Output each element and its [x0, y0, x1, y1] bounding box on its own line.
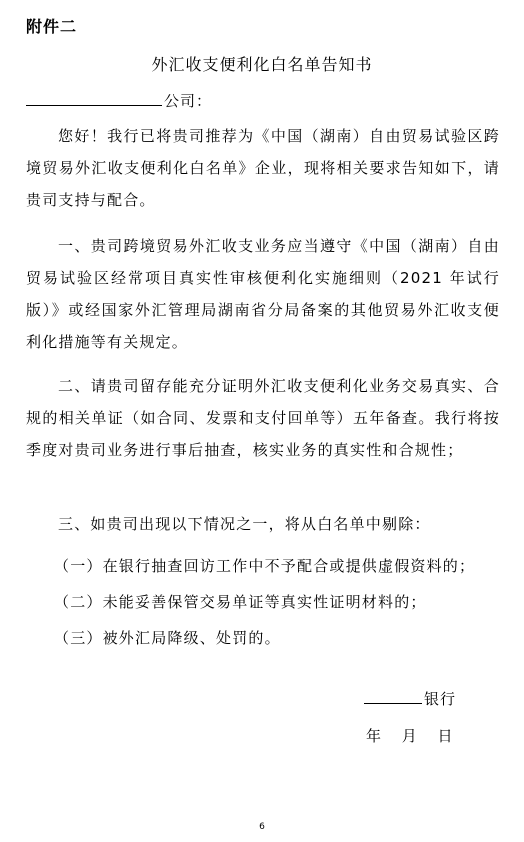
- company-name-blank: [26, 91, 162, 106]
- paragraph-greeting: 您好！我行已将贵司推荐为《中国（湖南）自由贸易试验区跨境贸易外汇收支便利化白名单》企业，现将相关要求告知如下，请贵司支持与配合。: [26, 127, 500, 209]
- addressee-suffix: 公司：: [164, 92, 213, 110]
- list-item: （一）在银行抽查回访工作中不予配合或提供虚假资料的；: [54, 557, 476, 575]
- paragraph-clause-1: 一、贵司跨境贸易外汇收支业务应当遵守《中国（湖南）自由贸易试验区经常项目真实性审核便利化实施细则（2021 年试行版）》或经国家外汇管理局湖南省分局备案的其他贸易外汇收支便利化措施等有关规定。: [26, 237, 500, 351]
- document-title: 外汇收支便利化白名单告知书: [151, 55, 373, 74]
- attachment-label: 附件二: [26, 17, 78, 36]
- bank-signature-line: [364, 688, 456, 709]
- list-item: （二）未能妥善保管交易单证等真实性证明材料的；: [54, 593, 427, 611]
- date-line: 年 月 日: [366, 727, 454, 745]
- list-item: （三）被外汇局降级、处罚的。: [54, 629, 281, 647]
- addressee-line: [26, 90, 212, 111]
- paragraph-clause-3: 三、如贵司出现以下情况之一，将从白名单中剔除：: [58, 515, 431, 533]
- paragraph-clause-2: 二、请贵司留存能充分证明外汇收支便利化业务交易真实、合规的相关单证（如合同、发票和支付回单等）五年备查。我行将按季度对贵司业务进行事后抽查，核实业务的真实性和合规性；: [26, 377, 500, 459]
- page-number: 6: [259, 822, 265, 832]
- bank-name-blank: [364, 689, 422, 704]
- signature-suffix: 银行: [424, 690, 457, 708]
